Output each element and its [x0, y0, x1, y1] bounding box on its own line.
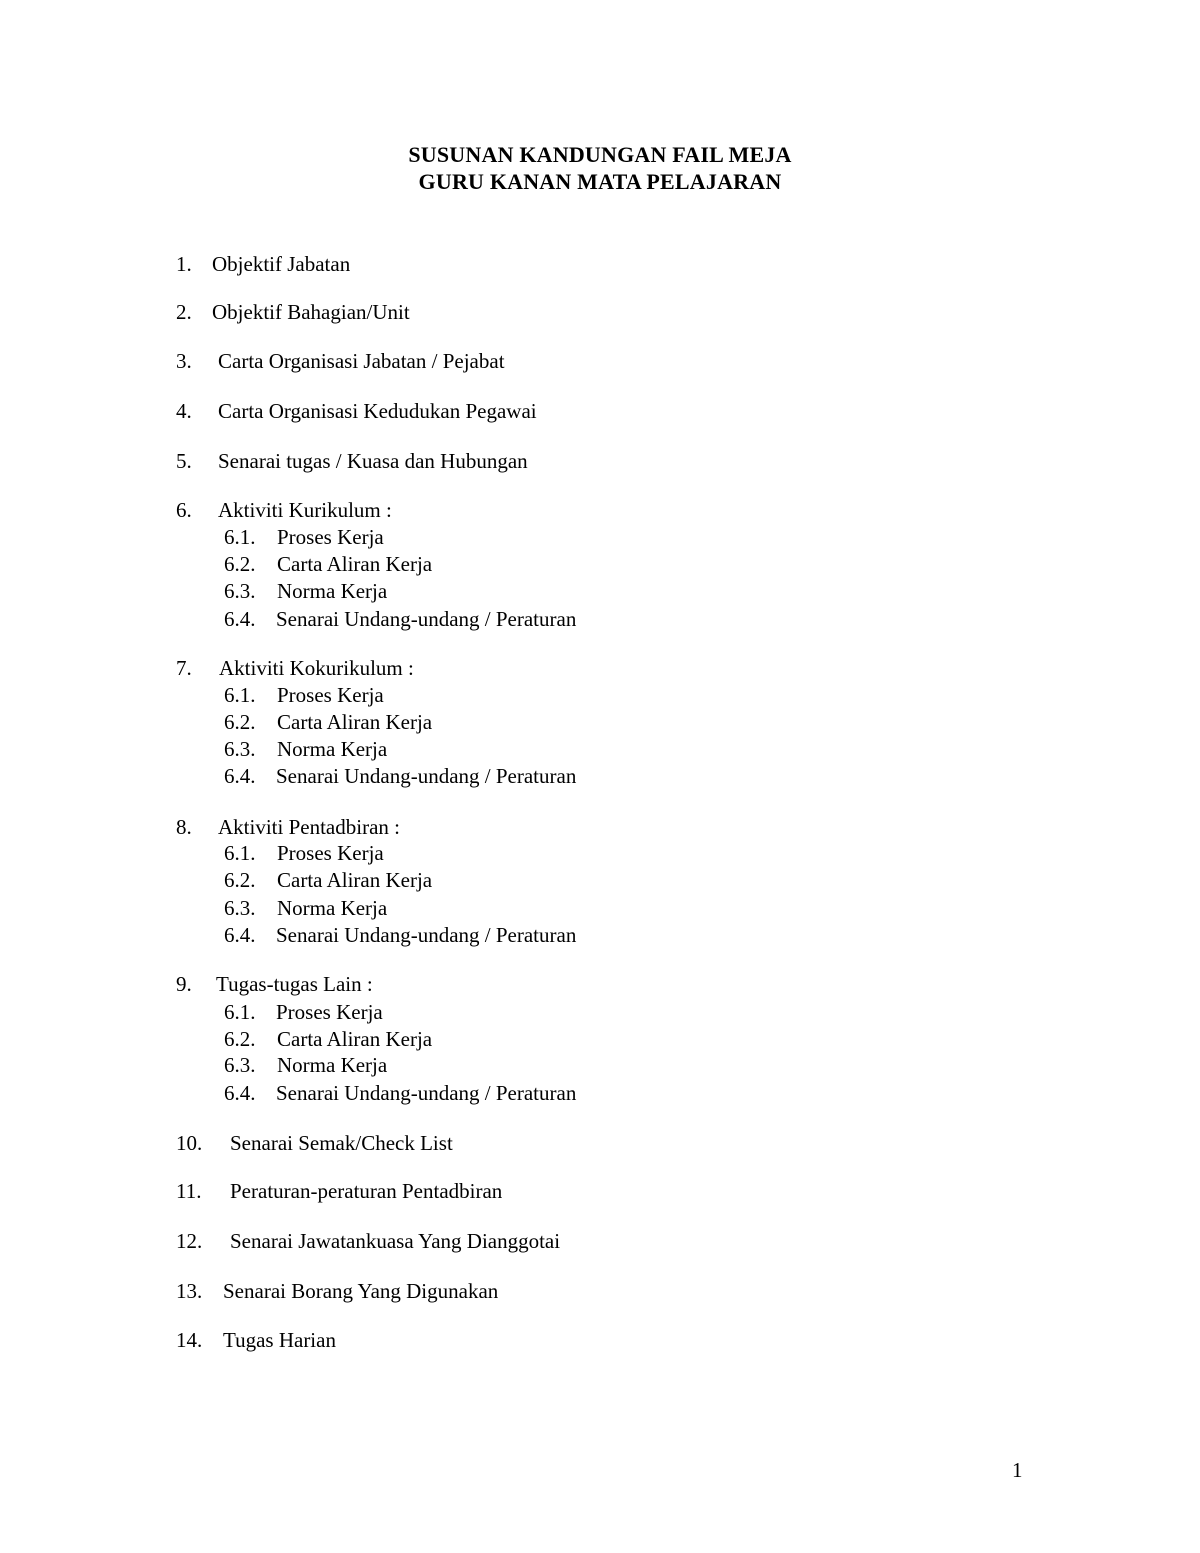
document-title-line-2: GURU KANAN MATA PELAJARAN — [418, 169, 782, 194]
page-number: 1 — [1012, 1458, 1023, 1482]
document-title-line-1: SUSUNAN KANDUNGAN FAIL MEJA — [408, 142, 792, 167]
